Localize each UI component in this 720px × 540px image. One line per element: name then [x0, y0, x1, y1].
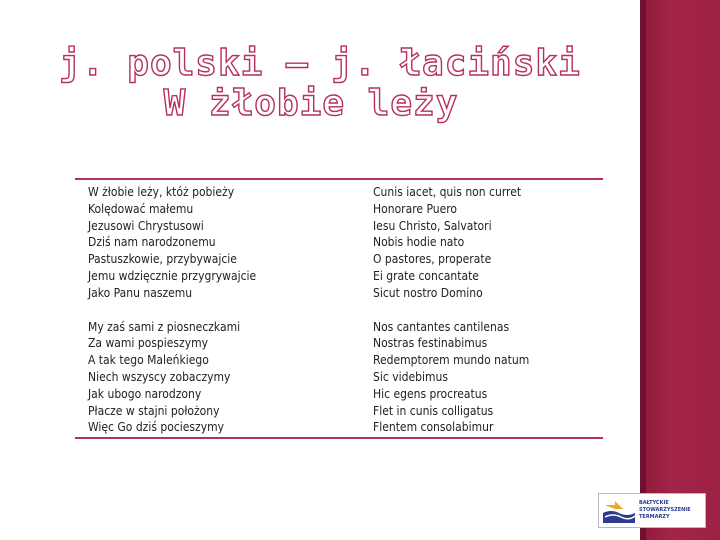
latin-stanza-1 — [373, 184, 529, 302]
table-bottom-rule — [75, 437, 603, 439]
verse-line: Flet in cunis colligatus — [373, 403, 494, 418]
verse-line: Iesu Christo, Salvatori — [373, 218, 492, 233]
organization-logo — [598, 493, 706, 528]
verse-line: Sicut nostro Domino — [373, 285, 483, 300]
verse-line: Sic videbimus — [373, 369, 448, 384]
title-line-1: j. polski – j. łaciński — [59, 43, 581, 84]
verse-line: My zaś sami z piosneczkami — [88, 319, 241, 334]
polish-column — [88, 184, 256, 436]
verse-line: W żłobie leży, któż pobieży — [88, 185, 235, 199]
verse-line: O pastores, properate — [373, 252, 492, 267]
title-line-2: W żłobie leży — [163, 83, 459, 124]
logo-mark-icon — [603, 499, 635, 523]
verse-line: Hic egens procreatus — [373, 386, 488, 401]
verse-line: Jak ubogo narodzony — [88, 386, 202, 401]
verse-line: Cunis iacet, quis non curret — [373, 185, 522, 199]
verse-line: Płacze w stajni położony — [88, 403, 220, 418]
verse-line: Dziś nam narodzonemu — [88, 235, 216, 250]
slide-title — [0, 44, 640, 124]
verse-line: Nobis hodie nato — [373, 235, 465, 250]
logo-text-line-3: TERMARZY — [639, 514, 670, 520]
verse-line: Jezusowi Chrystusowi — [88, 218, 204, 233]
latin-stanza-2 — [373, 319, 529, 437]
table-top-rule — [75, 178, 603, 180]
verse-line: Nostras festinabimus — [373, 336, 488, 351]
verse-line: Ei grate concantate — [373, 268, 479, 283]
verse-line: Kolędować małemu — [88, 201, 194, 216]
verse-line: Flentem consolabimur — [373, 420, 494, 435]
verse-line: Pastuszkowie, przybywajcie — [88, 252, 237, 267]
latin-column — [373, 184, 529, 436]
verse-line: Nos cantantes cantilenas — [373, 319, 510, 334]
logo-text-line-1: BAŁTYCKIE — [639, 500, 669, 506]
verse-line: Niech wszyscy zobaczymy — [88, 369, 231, 384]
verse-line: Jako Panu naszemu — [88, 285, 193, 300]
polish-stanza-1 — [88, 184, 256, 302]
logo-text — [639, 500, 691, 521]
verse-line: Więc Go dziś pocieszymy — [88, 420, 225, 435]
decorative-sidebar — [640, 0, 720, 540]
verse-line: Za wami pospieszymy — [88, 336, 208, 351]
sidebar-edge — [640, 0, 646, 540]
logo-text-line-2: STOWARZYSZENIE — [639, 507, 691, 513]
verse-line: Jemu wdzięcznie przygrywajcie — [88, 268, 257, 283]
polish-stanza-2 — [88, 319, 256, 437]
verse-line: A tak tego Maleńkiego — [88, 353, 209, 368]
verse-line: Honorare Puero — [373, 201, 458, 216]
verse-line: Redemptorem mundo natum — [373, 353, 530, 368]
